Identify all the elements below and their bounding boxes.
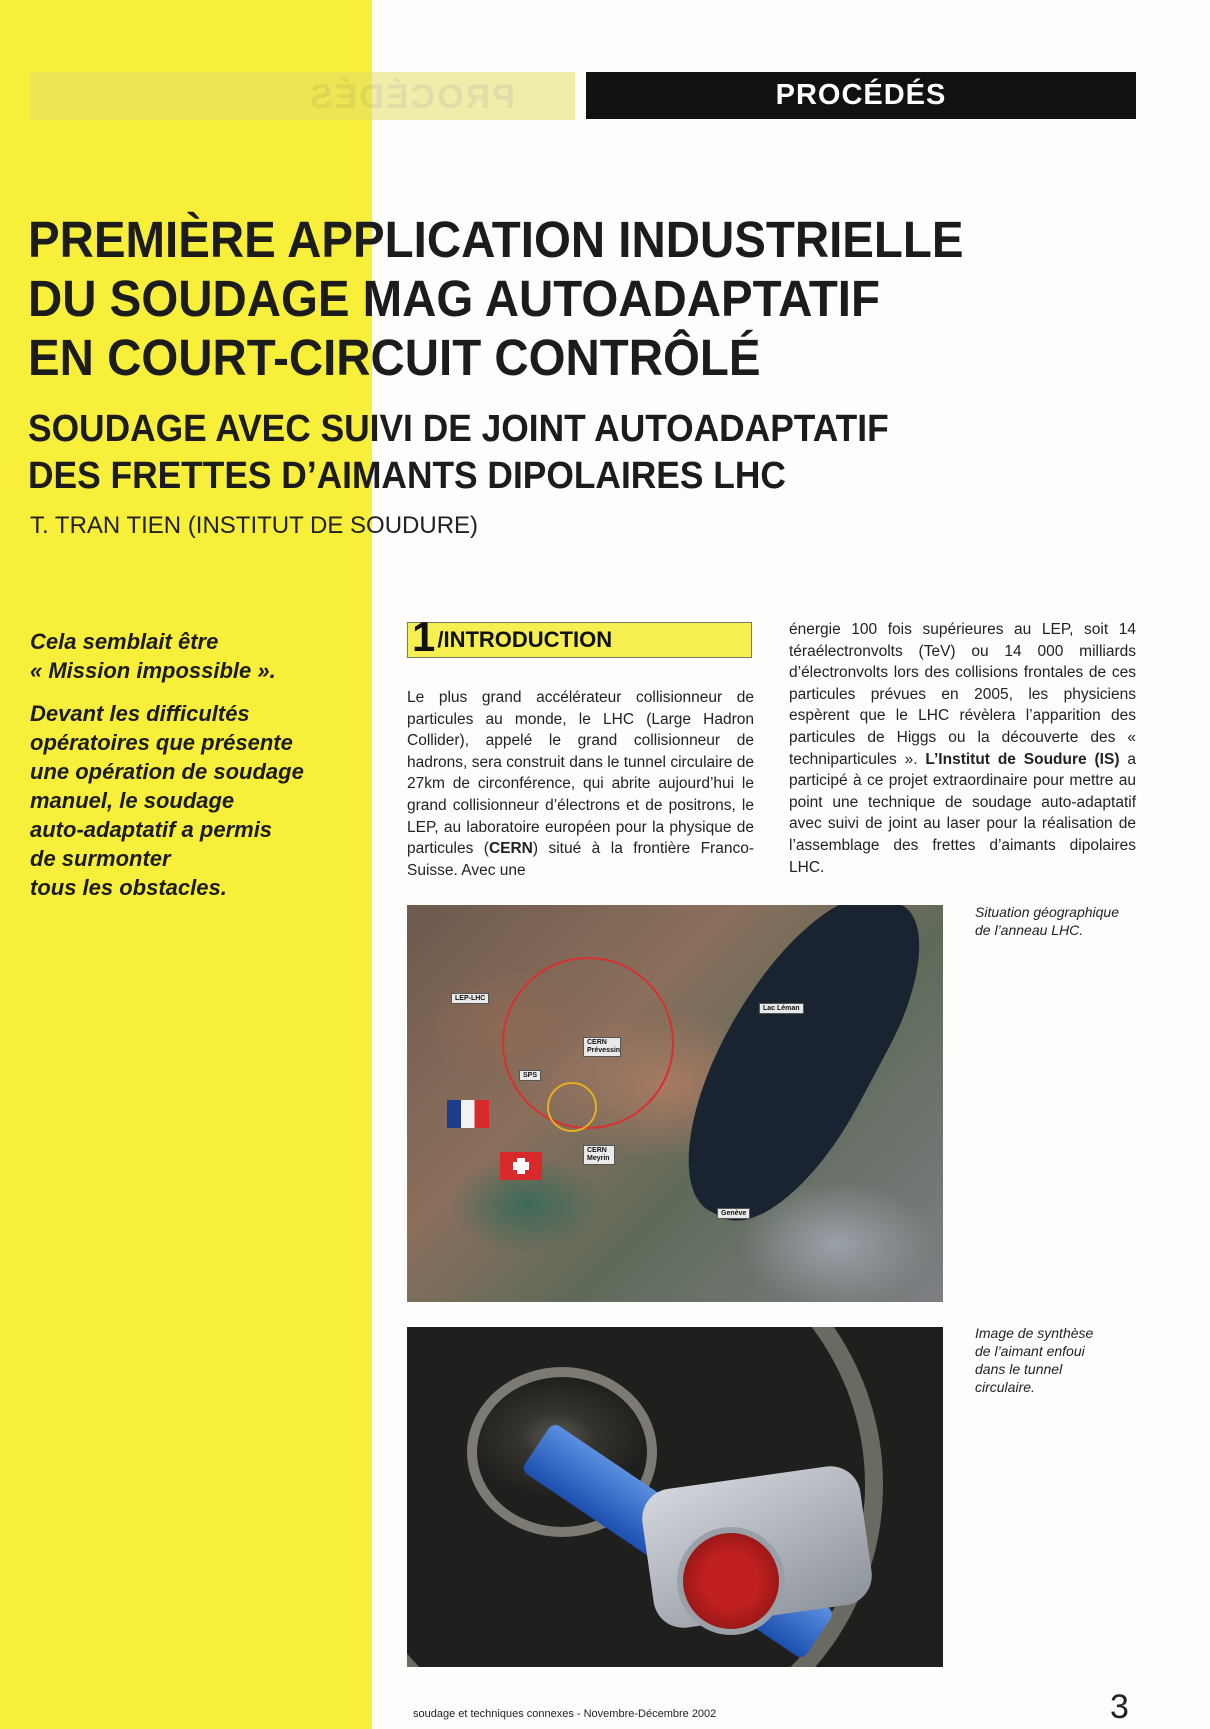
- caption-line: Situation géographique: [975, 904, 1120, 920]
- body-text: ) situé à la frontière Franco-Suisse. Avec une: [407, 840, 754, 879]
- subtitle-line: SOUDAGE AVEC SUIVI DE JOINT AUTOADAPTATIF: [28, 408, 889, 450]
- body-text: a participé à ce projet extraordinaire pour mettre au point une technique de soudage auto-adaptatif avec suivi de joint au laser pour la réalisation de l’assemblage des frettes d’aimants dipolaires LHC.: [789, 750, 1136, 876]
- page-number: 3: [1110, 1688, 1129, 1726]
- author-line: T. TRAN TIEN (INSTITUT DE SOUDURE): [30, 512, 479, 539]
- map-label-cern-prevessin: CERN Prévessin: [583, 1037, 621, 1057]
- caption-line: circulaire.: [975, 1379, 1035, 1395]
- title-line: DU SOUDAGE MAG AUTOADAPTATIF: [28, 270, 880, 327]
- lead-line: de surmonter: [30, 846, 171, 871]
- map-label-geneve: Genève: [717, 1208, 750, 1219]
- article-subtitle: [28, 406, 1107, 500]
- body-column-2: [789, 619, 1136, 878]
- lead-line: tous les obstacles.: [30, 875, 227, 900]
- lead-line: manuel, le soudage: [30, 788, 235, 813]
- map-label-lac: Lac Léman: [759, 1003, 804, 1014]
- lead-line: « Mission impossible ».: [30, 658, 276, 683]
- section-number: 1: [412, 613, 436, 660]
- tunnel-caption: [975, 1324, 1093, 1396]
- france-flag-icon: [447, 1100, 489, 1128]
- lead-line: Cela semblait être: [30, 629, 219, 654]
- caption-line: de l’anneau LHC.: [975, 922, 1084, 938]
- caption-line: Image de synthèse: [975, 1325, 1094, 1341]
- switzerland-flag-icon: [500, 1152, 542, 1180]
- subtitle-line: DES FRETTES D’AIMANTS DIPOLAIRES LHC: [28, 455, 786, 497]
- show-through-header: [30, 72, 575, 120]
- section-label: /INTRODUCTION: [437, 627, 613, 652]
- body-bold-text: L’Institut de Soudure (IS): [925, 750, 1120, 768]
- lead-line: Devant les difficultés: [30, 701, 250, 726]
- caption-line: de l’aimant enfoui: [975, 1343, 1085, 1359]
- body-text: Le plus grand accélérateur collisionneur de particules au monde, le LHC (Large Hadron Collider), appelé le grand collisionneur de hadrons, sera construit dans le tunnel circulaire de 27km de circonférence, qui abrite aujourd’hui le grand collisionneur d’électrons et de positrons, le LEP, au laboratoire européen pour la physique de particules (: [407, 689, 754, 858]
- section-heading: [407, 613, 752, 660]
- lead-line: opératoires que présente: [30, 730, 293, 755]
- caption-line: dans le tunnel: [975, 1361, 1063, 1377]
- section-header-bar: [586, 72, 1136, 119]
- tunnel-magnet-image: [407, 1327, 943, 1667]
- body-bold-text: CERN: [488, 840, 533, 858]
- map-label-lep: LEP-LHC: [451, 993, 489, 1004]
- magnet-cross-section: [677, 1527, 785, 1635]
- lhc-map-photo: [407, 905, 943, 1302]
- lead-line: auto-adaptatif a permis: [30, 817, 273, 842]
- ghost-section-label: PROCÉDÉS: [308, 78, 515, 116]
- lead-part-2: [30, 699, 350, 902]
- title-line: PREMIÈRE APPLICATION INDUSTRIELLE: [28, 211, 964, 268]
- lead-paragraph: [30, 627, 350, 902]
- article-title: [28, 210, 1107, 387]
- body-text: énergie 100 fois supérieures au LEP, soit 14 téraélectronvolts (TeV) ou 14 000 milliards d’électronvolts lors des collisions frontales de ces particules prévues en 2005, les physiciens espèrent que le LHC révèlera l’apparition des particules de Higgs ou la découverte des « techniparticules ».: [789, 621, 1136, 768]
- map-label-sps: SPS: [519, 1070, 541, 1081]
- lead-part-1: [30, 627, 350, 685]
- footer-publication: soudage et techniques connexes - Novembre-Décembre 2002: [413, 1708, 717, 1720]
- map-label-cern-meyrin: CERN Meyrin: [583, 1145, 615, 1165]
- lead-line: une opération de soudage: [30, 759, 304, 784]
- section-header-label: PROCÉDÉS: [775, 79, 947, 111]
- lake-shape: [649, 905, 943, 1249]
- map-caption: [975, 903, 1119, 939]
- sps-ring: [547, 1082, 597, 1132]
- body-column-1: [407, 687, 754, 881]
- title-line: EN COURT-CIRCUIT CONTRÔLÉ: [28, 329, 761, 386]
